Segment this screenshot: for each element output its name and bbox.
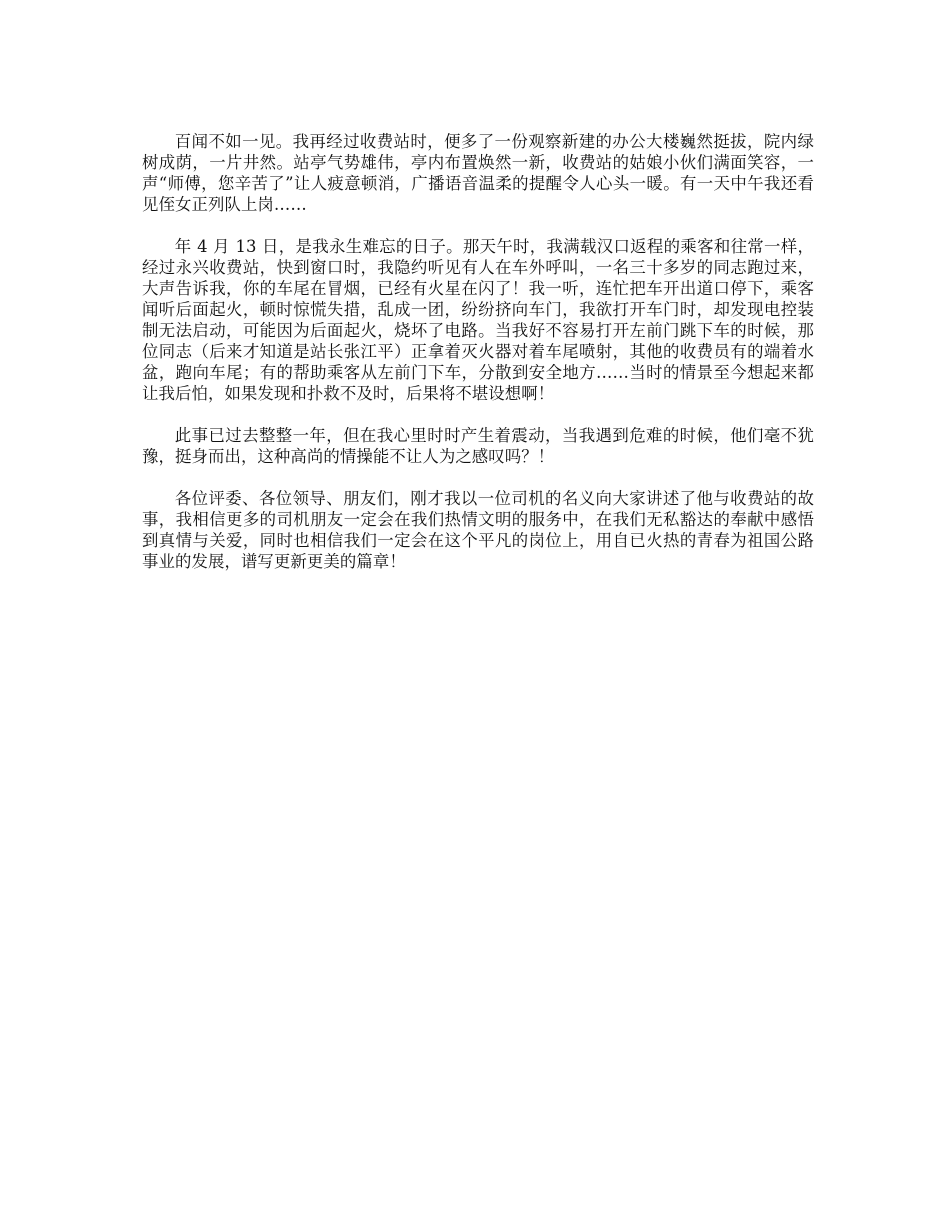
document-body — [142, 131, 814, 593]
paragraph-2: 年 4 月 13 日，是我永生难忘的日子。那天午时，我满载汉口返程的乘客和往常一样，经过永兴收费站，快到窗口时，我隐约听见有人在车外呼叫，一名三十多岁的同志跑过来，大声告诉我，你的车尾在冒烟，已经有火星在闪了！我一听，连忙把车开出道口停下，乘客闻听后面起火，顿时惊慌失措，乱成一团，纷纷挤向车门，我欲打开车门时，却发现电控装制无法启动，可能因为后面起火，烧坏了电路。当我好不容易打开左前门跳下车的时候，那位同志（后来才知道是站长张江平）正拿着灭火器对着车尾喷射，其他的收费员有的端着水盆，跑向车尾；有的帮助乘客从左前门下车，分散到安全地方……当时的情景至今想起来都让我后怕，如果发现和扑救不及时，后果将不堪设想啊！ — [142, 237, 814, 403]
paragraph-1: 百闻不如一见。我再经过收费站时，便多了一份观察新建的办公大楼巍然挺拔，院内绿树成荫，一片井然。站亭气势雄伟，亭内布置焕然一新，收费站的姑娘小伙们满面笑容，一声“师傅，您辛苦了”让人疲意顿消，广播语音温柔的提醒令人心头一暖。有一天中午我还看见侄女正列队上岗…… — [142, 132, 814, 214]
paragraph-3: 此事已过去整整一年，但在我心里时时产生着震动，当我遇到危难的时候，他们毫不犹豫，挺身而出，这种高尚的情操能不让人为之感叹吗？！ — [142, 426, 814, 466]
paragraph-4: 各位评委、各位领导、朋友们，刚才我以一位司机的名义向大家讲述了他与收费站的故事，我相信更多的司机朋友一定会在我们热情文明的服务中，在我们无私豁达的奉献中感悟到真情与关爱，同时也相信我们一定会在这个平凡的岗位上，用自已火热的青春为祖国公路事业的发展，谱写更新更美的篇章！ — [142, 489, 814, 571]
